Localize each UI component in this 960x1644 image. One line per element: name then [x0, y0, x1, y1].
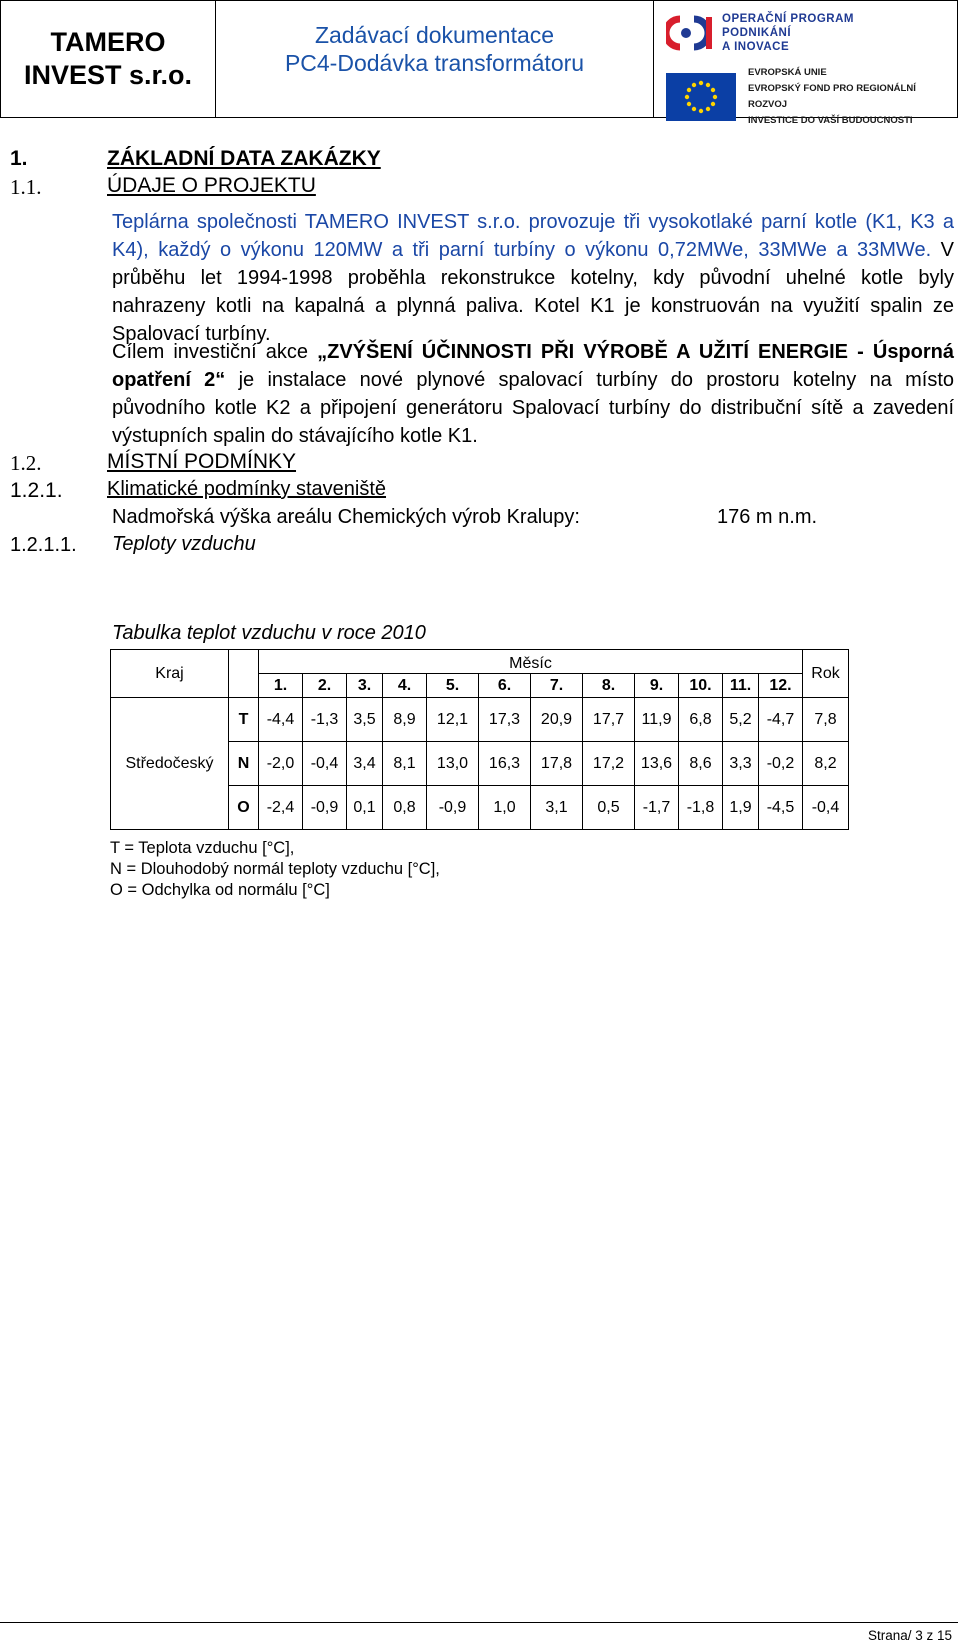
- eu-line3: INVESTICE DO VAŠÍ BUDOUCNOSTI: [748, 115, 913, 126]
- cell: -2,0: [259, 742, 303, 786]
- header-code-blank: [229, 650, 259, 698]
- table-legend: [110, 838, 440, 901]
- section-1-1-number: 1.1.: [10, 175, 42, 199]
- cell: -2,4: [259, 786, 303, 830]
- header-mesic: Měsíc: [259, 650, 803, 674]
- section-1-1-title: ÚDAJE O PROJEKTU: [107, 174, 316, 197]
- document-title-line1: Zadávací dokumentace: [314, 22, 555, 48]
- region-cell: Středočeský: [111, 698, 229, 830]
- cell: -4,4: [259, 698, 303, 742]
- cell: 17,2: [583, 742, 635, 786]
- section-1-2-1-1-number: 1.2.1.1.: [10, 534, 77, 556]
- cell: 1,0: [479, 786, 531, 830]
- temperature-table: [110, 649, 849, 830]
- cell: 8,1: [383, 742, 427, 786]
- eu-logo: [666, 65, 957, 129]
- eu-flag-icon: [666, 73, 736, 121]
- year-cell: -0,4: [803, 786, 849, 830]
- cell: 3,5: [347, 698, 383, 742]
- document-title: [216, 1, 654, 117]
- company-name: [1, 1, 216, 117]
- month-5: 5.: [427, 674, 479, 698]
- cell: 3,1: [531, 786, 583, 830]
- month-8: 8.: [583, 674, 635, 698]
- op-pi-logo: [666, 11, 854, 55]
- cell: 0,5: [583, 786, 635, 830]
- cell: -0,2: [759, 742, 803, 786]
- program-logos: [654, 1, 957, 126]
- cell: 17,3: [479, 698, 531, 742]
- company-name-line1: TAMERO: [50, 27, 166, 57]
- cell: 16,3: [479, 742, 531, 786]
- header-rok: Rok: [803, 650, 849, 698]
- cell: -1,7: [635, 786, 679, 830]
- cell: 1,9: [723, 786, 759, 830]
- cell: -0,9: [303, 786, 347, 830]
- cell: -4,7: [759, 698, 803, 742]
- paragraph-1-part2: V průběhu let 1994-1998 proběhla rekonstrukce kotelny, kdy původní uhelné kotle byly nahrazeny kotli na kapalná a plynná paliva. Kotel K1 je konstruován na využití spalin ze Spalovací turbíny.: [112, 239, 955, 345]
- cell: 6,8: [679, 698, 723, 742]
- section-1-2-1-title: Klimatické podmínky staveniště: [107, 478, 387, 500]
- op-line2: PODNIKÁNÍ: [722, 27, 792, 39]
- cell: 8,6: [679, 742, 723, 786]
- year-cell: 8,2: [803, 742, 849, 786]
- op-line1: OPERAČNÍ PROGRAM: [722, 13, 854, 25]
- altitude-label: Nadmořská výška areálu Chemických výrob Kralupy:: [112, 506, 580, 528]
- cell: 5,2: [723, 698, 759, 742]
- table-row-t: [111, 698, 849, 742]
- month-7: 7.: [531, 674, 583, 698]
- company-name-line2: INVEST s.r.o.: [23, 60, 193, 90]
- cell: 8,9: [383, 698, 427, 742]
- month-11: 11.: [723, 674, 759, 698]
- legend-n: N = Dlouhodobý normál teploty vzduchu [°C],: [110, 860, 440, 878]
- cell: 20,9: [531, 698, 583, 742]
- legend-t: T = Teplota vzduchu [°C],: [110, 839, 295, 857]
- section-1-number: 1.: [10, 147, 28, 170]
- month-4: 4.: [383, 674, 427, 698]
- project-paragraph-2: [112, 338, 954, 450]
- section-1-2-number: 1.2.: [10, 451, 42, 475]
- project-name: „ZVÝŠENÍ ÚČINNOSTI PŘI VÝROBĚ A UŽITÍ ENERGIE - Úsporná opatření 2“: [112, 341, 954, 391]
- cell: -0,4: [303, 742, 347, 786]
- cell: -4,5: [759, 786, 803, 830]
- cell: 3,3: [723, 742, 759, 786]
- table-caption: Tabulka teplot vzduchu v roce 2010: [112, 622, 426, 644]
- month-6: 6.: [479, 674, 531, 698]
- cell: -1,3: [303, 698, 347, 742]
- eu-line1: EVROPSKÁ UNIE: [748, 67, 827, 78]
- cell: 0,1: [347, 786, 383, 830]
- op-pi-logo-icon: [666, 11, 714, 55]
- month-10: 10.: [679, 674, 723, 698]
- month-1: 1.: [259, 674, 303, 698]
- cell: 13,6: [635, 742, 679, 786]
- header-kraj: Kraj: [111, 650, 229, 698]
- month-9: 9.: [635, 674, 679, 698]
- row-code-n: N: [229, 742, 259, 786]
- section-1-2-title: MÍSTNÍ PODMÍNKY: [107, 450, 297, 473]
- cell: 0,8: [383, 786, 427, 830]
- op-line3: A INOVACE: [722, 41, 790, 53]
- section-1-title: ZÁKLADNÍ DATA ZAKÁZKY: [107, 147, 381, 170]
- legend-o: O = Odchylka od normálu [°C]: [110, 881, 330, 899]
- footer-divider: [0, 1622, 958, 1623]
- paragraph-2-intro: Cílem investiční akce: [112, 341, 318, 363]
- cell: 17,8: [531, 742, 583, 786]
- page-header: [0, 0, 958, 126]
- row-code-t: T: [229, 698, 259, 742]
- cell: -0,9: [427, 786, 479, 830]
- cell: 12,1: [427, 698, 479, 742]
- cell: 11,9: [635, 698, 679, 742]
- paragraph-2-rest: je instalace nové plynové spalovací turbíny do prostoru kotelny na místo původního kotle K2 a připojení generátoru Spalovací turbíny do distribuční sítě a zavedení výstupních spalin do stávajícího kotle K1.: [112, 369, 954, 447]
- document-title-line2: PC4-Dodávka transformátoru: [284, 50, 585, 76]
- cell: 3,4: [347, 742, 383, 786]
- page-number: Strana/ 3 z 15: [867, 1628, 952, 1643]
- cell: 17,7: [583, 698, 635, 742]
- year-cell: 7,8: [803, 698, 849, 742]
- row-code-o: O: [229, 786, 259, 830]
- cell: 13,0: [427, 742, 479, 786]
- month-2: 2.: [303, 674, 347, 698]
- month-12: 12.: [759, 674, 803, 698]
- cell: -1,8: [679, 786, 723, 830]
- section-1-2-1-1-title: Teploty vzduchu: [112, 533, 256, 555]
- paragraph-1-part1: Teplárna společnosti TAMERO INVEST s.r.o. provozuje tři vysokotlaké parní kotle (K1, K3 a K4), každý o výkonu 120MW a tři parní turbíny o výkonu 0,72MWe, 33MWe a 33MWe.: [112, 211, 954, 261]
- altitude-value: 176 m n.m.: [717, 506, 818, 528]
- section-1-2-1-number: 1.2.1.: [10, 479, 63, 502]
- month-3: 3.: [347, 674, 383, 698]
- eu-line2: EVROPSKÝ FOND PRO REGIONÁLNÍ ROZVOJ: [748, 83, 916, 110]
- project-paragraph-1: [112, 208, 954, 348]
